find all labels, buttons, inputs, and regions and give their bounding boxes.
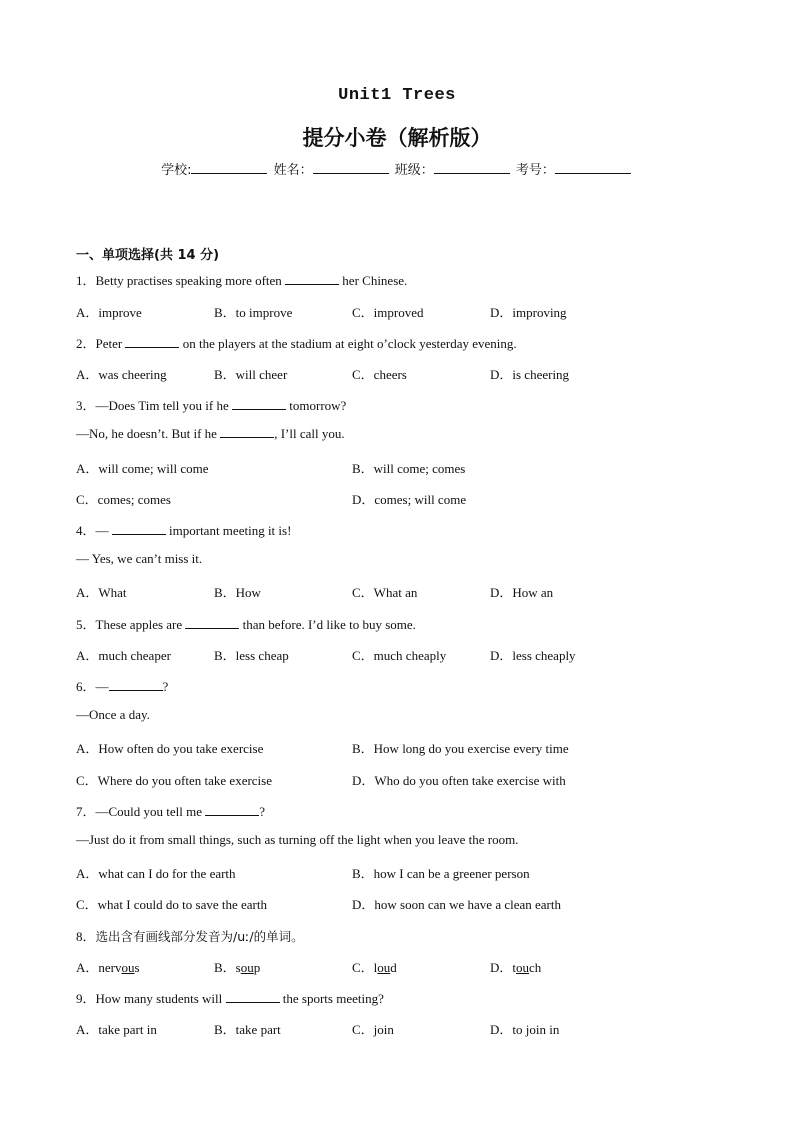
option-c[interactable]: C．improved (352, 305, 424, 320)
option-d[interactable]: D．to join in (490, 1022, 560, 1037)
answer-blank (226, 991, 280, 1003)
question-text: —Could you tell me (95, 804, 206, 819)
section-title: 一、单项选择(共 14 分) (76, 248, 220, 263)
question-text: ? (259, 804, 266, 819)
class-field[interactable] (434, 161, 510, 174)
question-text: than before. I’d like to buy some. (239, 617, 416, 632)
question-number: 5． (76, 617, 96, 632)
option-d[interactable]: D．touch (490, 960, 542, 975)
question-text: — (95, 523, 112, 538)
answer-blank (205, 804, 259, 816)
answer-blank (285, 273, 339, 285)
option-d[interactable]: D．comes; will come (352, 492, 467, 507)
option-c[interactable]: C．What an (352, 585, 418, 600)
option-d[interactable]: D．how soon can we have a clean earth (352, 897, 561, 912)
question-text: , I’ll call you. (274, 426, 345, 441)
question-text: — (95, 679, 109, 694)
question-text: How many students will (95, 991, 226, 1006)
option-a[interactable]: A．take part in (76, 1022, 157, 1037)
question-number: 6． (76, 679, 96, 694)
question-8 (76, 926, 304, 945)
answer-blank (109, 679, 163, 691)
title-chinese: 提分小卷（解析版） (302, 126, 492, 150)
question-text: ? (162, 679, 169, 694)
option-b[interactable]: B．take part (214, 1022, 281, 1037)
underlined-letters: ou (377, 960, 391, 975)
option-d[interactable]: D．improving (490, 305, 567, 320)
question-3 (76, 395, 346, 414)
class-label: 班级： (394, 163, 434, 178)
option-a[interactable]: A．nervous (76, 960, 140, 975)
option-a[interactable]: A．what can I do for the earth (76, 866, 236, 881)
question-text: Peter (95, 336, 126, 351)
answer-blank (232, 398, 286, 410)
option-b[interactable]: B．How long do you exercise every time (352, 741, 569, 756)
answer-blank (185, 617, 239, 629)
option-c[interactable]: C．loud (352, 960, 397, 975)
school-label: 学校: (161, 163, 192, 178)
title-english: Unit1 Trees (338, 86, 456, 105)
question-number: 1． (76, 273, 96, 288)
question-text: on the players at the stadium at eight o’clock yesterday evening. (179, 336, 517, 351)
answer-blank (125, 336, 179, 348)
question-2 (76, 333, 517, 352)
question-number: 3． (76, 398, 96, 413)
option-d[interactable]: D．How an (490, 585, 554, 600)
option-d[interactable]: D．less cheaply (490, 648, 576, 663)
question-text: tomorrow? (286, 398, 347, 413)
option-c[interactable]: C．what I could do to save the earth (76, 897, 267, 912)
option-c[interactable]: C．Where do you often take exercise (76, 773, 273, 788)
option-b[interactable]: B．soup (214, 960, 261, 975)
student-info-line (0, 159, 794, 178)
question-text: the sports meeting? (279, 991, 384, 1006)
exam-number-field[interactable] (555, 161, 631, 174)
option-d[interactable]: D．is cheering (490, 367, 570, 382)
option-a[interactable]: A．improve (76, 305, 142, 320)
option-c[interactable]: C．comes; comes (76, 492, 171, 507)
question-number: 2． (76, 336, 96, 351)
question-text: important meeting it is! (165, 523, 292, 538)
name-label: 姓名： (273, 163, 313, 178)
option-a[interactable]: A．much cheaper (76, 648, 171, 663)
option-b[interactable]: B．how I can be a greener person (352, 866, 530, 881)
question-text: her Chinese. (339, 273, 408, 288)
question-7-line-2: —Just do it from small things, such as turning off the light when you leave the room. (76, 832, 519, 847)
option-b[interactable]: B．How (214, 585, 261, 600)
question-text: 选出含有画线部分发音为/uː/的单词。 (95, 929, 304, 944)
option-c[interactable]: C．much cheaply (352, 648, 447, 663)
option-c[interactable]: C．join (352, 1022, 394, 1037)
question-text: These apples are (95, 617, 186, 632)
option-c[interactable]: C．cheers (352, 367, 407, 382)
option-b[interactable]: B．less cheap (214, 648, 289, 663)
option-a[interactable]: A．How often do you take exercise (76, 741, 264, 756)
question-1 (76, 270, 407, 289)
question-9 (76, 988, 384, 1007)
name-field[interactable] (313, 161, 389, 174)
question-text: —No, he doesn’t. But if he (76, 426, 221, 441)
option-b[interactable]: B．to improve (214, 305, 293, 320)
option-a[interactable]: A．will come; will come (76, 461, 209, 476)
question-number: 8． (76, 929, 96, 944)
answer-blank (220, 426, 274, 438)
question-number: 9． (76, 991, 96, 1006)
question-text: —Does Tim tell you if he (95, 398, 233, 413)
question-4-line-2: — Yes, we can’t miss it. (76, 551, 203, 566)
question-4 (76, 520, 291, 539)
exam-number-label: 考号： (515, 163, 555, 178)
answer-blank (112, 523, 166, 535)
question-6 (76, 676, 168, 695)
question-number: 4． (76, 523, 96, 538)
underlined-letters: ou (121, 960, 135, 975)
question-6-line-2: —Once a day. (76, 707, 150, 722)
option-d[interactable]: D．Who do you often take exercise with (352, 773, 566, 788)
question-3-line-2 (76, 426, 345, 442)
option-b[interactable]: B．will cheer (214, 367, 288, 382)
school-field[interactable] (191, 161, 267, 174)
option-b[interactable]: B．will come; comes (352, 461, 466, 476)
underlined-letters: ou (240, 960, 254, 975)
question-number: 7． (76, 804, 96, 819)
question-7 (76, 801, 265, 820)
option-a[interactable]: A．was cheering (76, 367, 167, 382)
underlined-letters: ou (516, 960, 530, 975)
question-5 (76, 614, 416, 633)
question-text: Betty practises speaking more often (95, 273, 286, 288)
option-a[interactable]: A．What (76, 585, 127, 600)
